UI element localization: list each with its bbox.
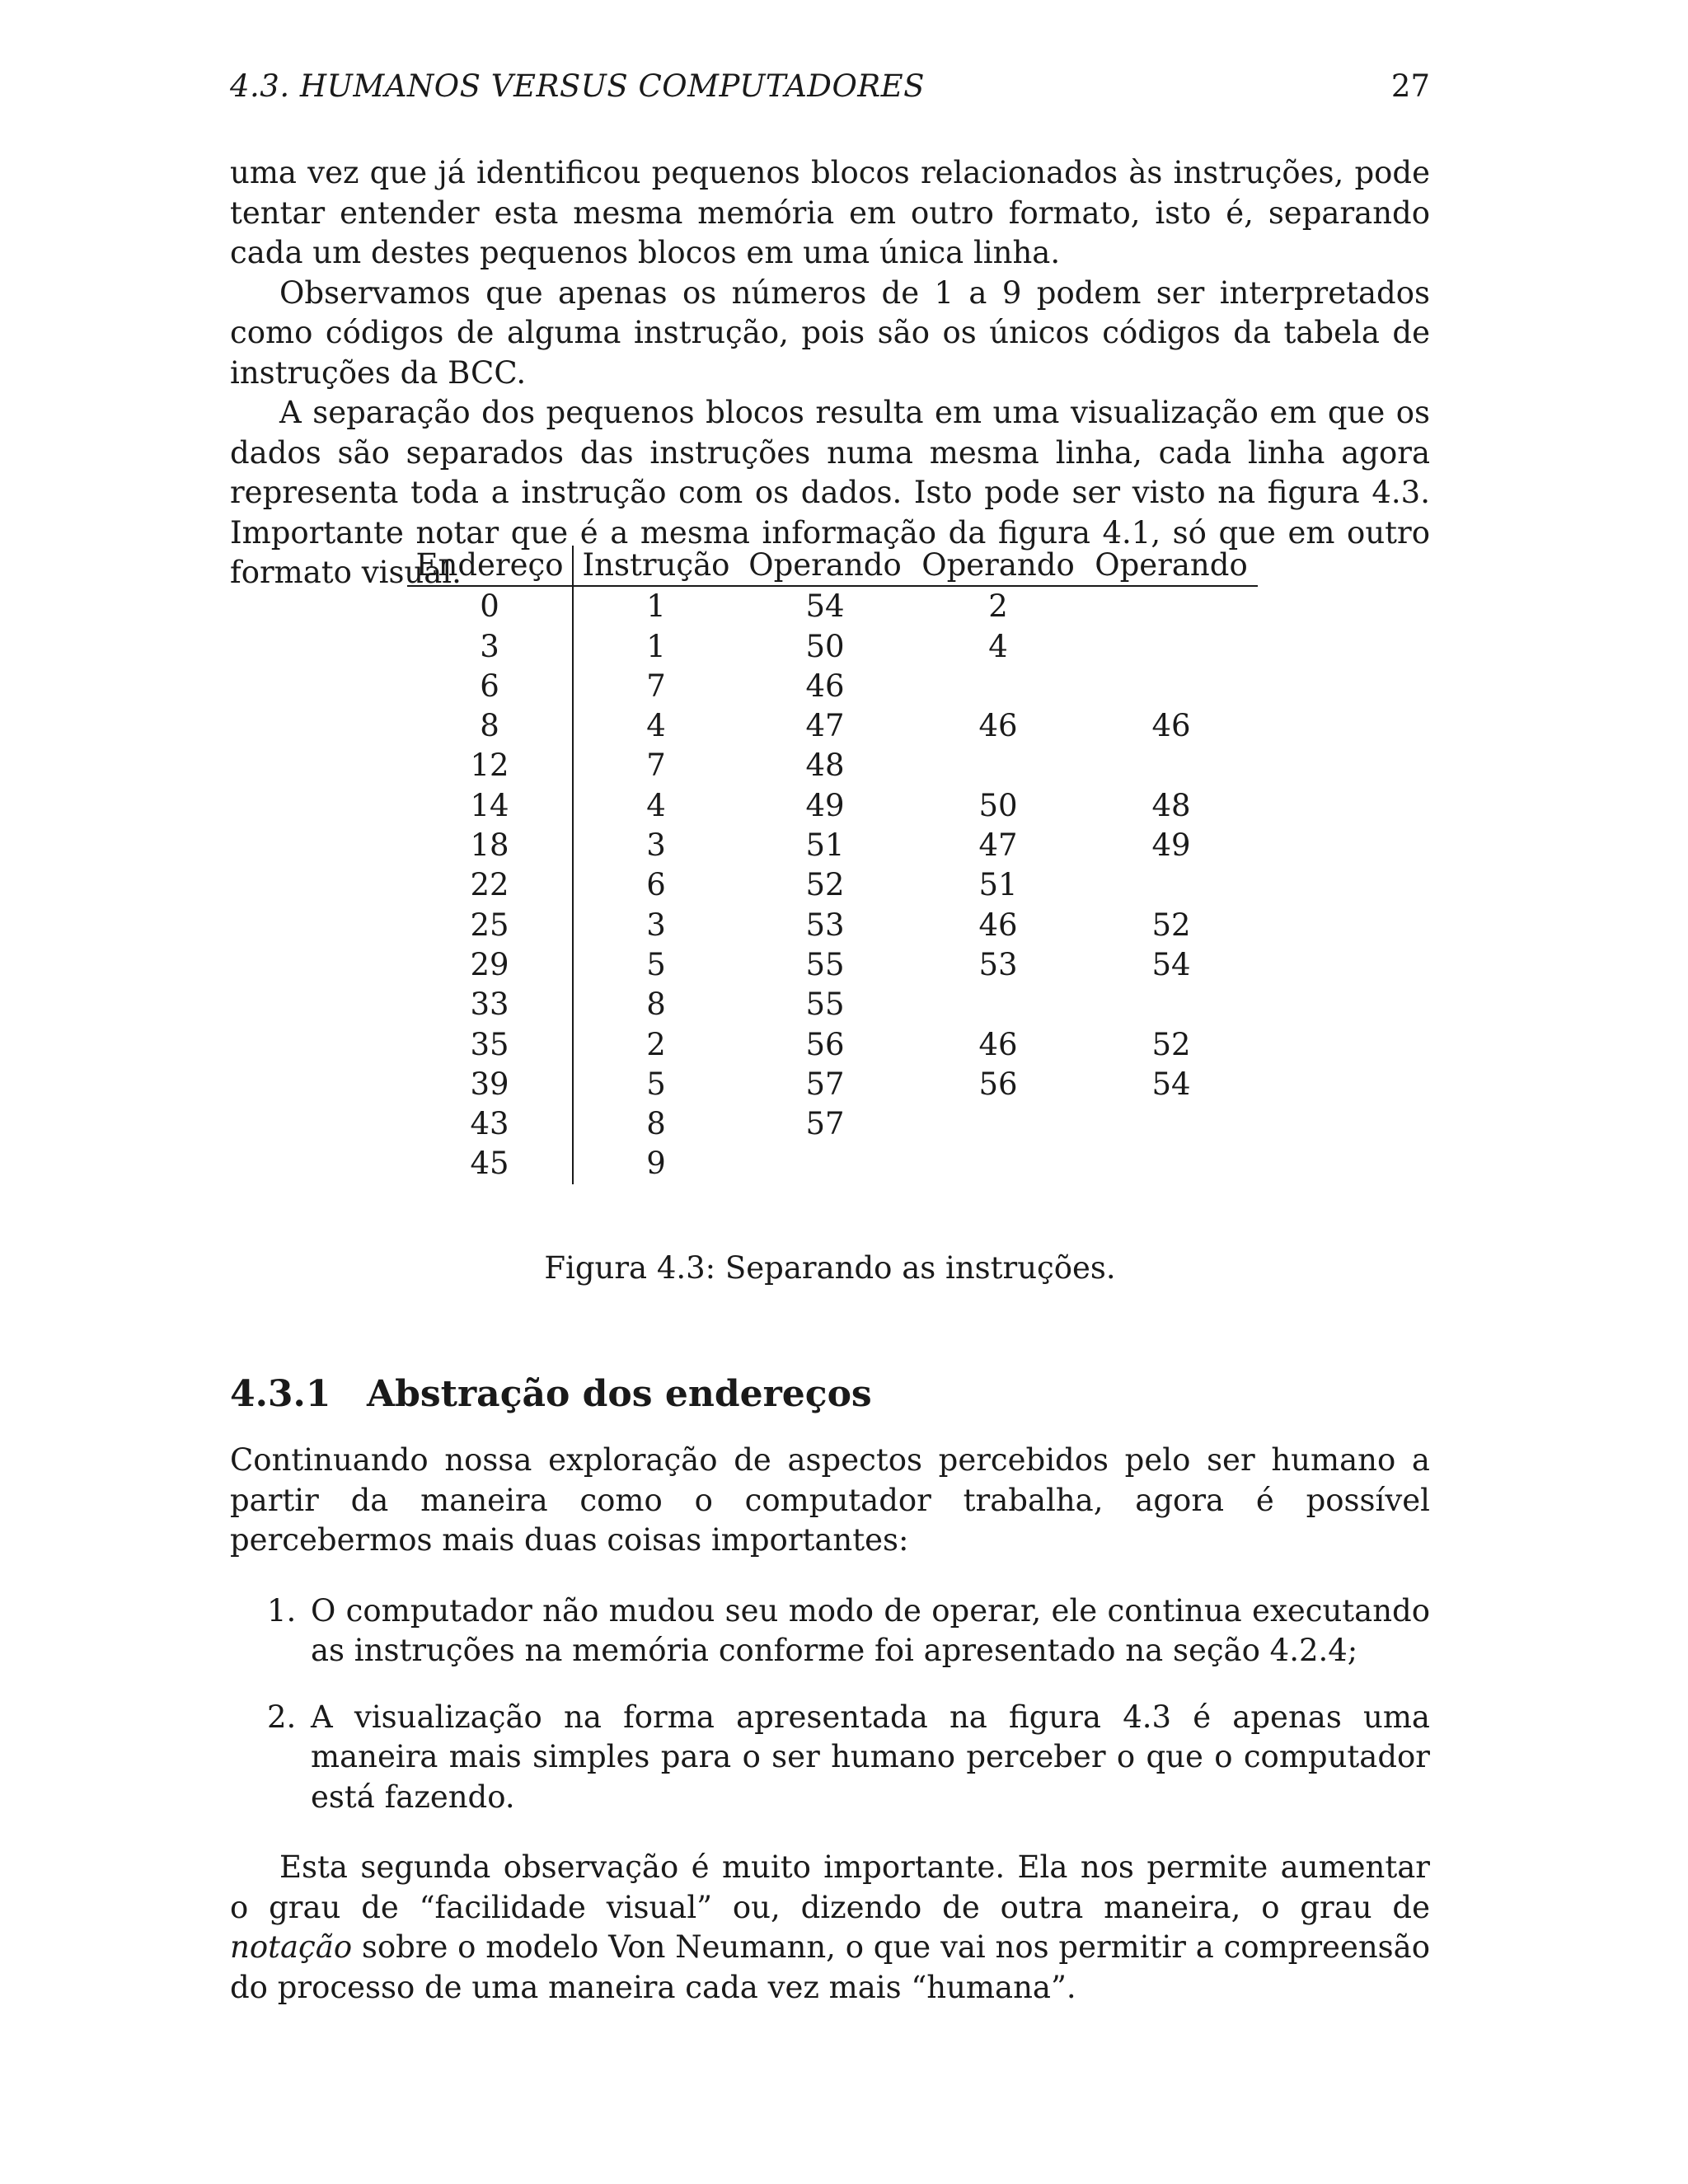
header-operando-2: Operando	[912, 546, 1085, 586]
cell-endereco: 33	[407, 985, 573, 1024]
cell-operando: 54	[1151, 946, 1191, 982]
cell-operando	[1085, 865, 1258, 905]
list-item	[230, 1591, 1430, 1671]
cell-instrucao: 8	[646, 1106, 666, 1142]
header-instrucao: Instrução	[573, 546, 738, 586]
cell-endereco: 6	[407, 667, 573, 706]
cell-operando: 4	[988, 628, 1008, 664]
cell-endereco: 8	[407, 706, 573, 746]
table-row	[407, 667, 1258, 706]
cell-operando: 57	[805, 1106, 845, 1142]
cell-endereco: 25	[407, 906, 573, 945]
cell-endereco: 22	[407, 865, 573, 905]
cell-instrucao: 8	[646, 987, 666, 1023]
cell-instrucao: 4	[646, 708, 666, 744]
cell-operando: 53	[978, 946, 1018, 982]
cell-instrucao: 9	[646, 1146, 666, 1182]
table-row	[407, 985, 1258, 1024]
table-row	[407, 1144, 1258, 1183]
cell-operando: 46	[978, 708, 1018, 744]
cell-operando	[1085, 985, 1258, 1024]
cell-operando	[912, 1144, 1085, 1183]
list-item	[230, 1698, 1430, 1818]
closing-emphasis: notação	[230, 1929, 353, 1965]
table-body	[407, 586, 1258, 1183]
cell-endereco: 3	[407, 627, 573, 667]
table-row	[407, 746, 1258, 785]
cell-operando: 46	[978, 1026, 1018, 1062]
enumerated-list	[230, 1591, 1430, 1818]
table-row	[407, 1025, 1258, 1065]
cell-instrucao: 4	[646, 787, 666, 823]
paragraph-1: uma vez que já identificou pequenos blocos relacionados às instruções, pode tentar entender esta mesma memória em outro formato, isto é, separando cada um destes pequenos blocos em uma única linha.	[230, 155, 1430, 270]
cell-instrucao: 7	[646, 748, 666, 784]
cell-instrucao: 6	[646, 867, 666, 903]
cell-operando: 57	[805, 1066, 845, 1102]
cell-operando	[738, 1144, 912, 1183]
table-row	[407, 1104, 1258, 1144]
cell-operando: 56	[978, 1066, 1018, 1102]
running-head-title: 4.3. HUMANOS VERSUS COMPUTADORES	[230, 68, 926, 104]
cell-operando: 49	[1151, 827, 1191, 864]
closing-paragraph	[230, 1848, 1430, 2008]
cell-operando: 52	[1151, 907, 1191, 943]
running-head	[230, 66, 1430, 107]
cell-operando: 56	[805, 1026, 845, 1062]
paragraph-2: Observamos que apenas os números de 1 a 9 podem ser interpretados como códigos de alguma instrução, pois são os únicos códigos da tabela de instruções da BCC.	[230, 274, 1430, 391]
table-row	[407, 945, 1258, 985]
section-number: 4.3.1	[230, 1373, 331, 1415]
closing-text-start: Esta segunda observação é muito importante. Ela nos permite aumentar o grau de “facilidade visual” ou, dizendo de outra maneira, o grau de	[230, 1849, 1430, 1925]
cell-instrucao: 5	[646, 946, 666, 982]
table-row	[407, 865, 1258, 905]
list-item-number: 2.	[267, 1699, 297, 1735]
cell-operando	[1085, 586, 1258, 626]
cell-operando: 54	[1151, 1066, 1191, 1102]
table-header-row	[407, 546, 1258, 586]
cell-operando: 52	[805, 867, 845, 903]
cell-instrucao: 5	[646, 1066, 666, 1102]
cell-instrucao: 2	[646, 1026, 666, 1062]
cell-operando	[912, 985, 1085, 1024]
cell-endereco: 45	[407, 1144, 573, 1183]
table-row	[407, 1065, 1258, 1104]
header-endereco: Endereço	[407, 546, 573, 586]
closing-text-end: sobre o modelo Von Neumann, o que vai nos permitir a compreensão do processo de uma maneira cada vez mais “humana”.	[230, 1929, 1430, 2005]
cell-instrucao: 7	[646, 668, 666, 704]
cell-instrucao: 1	[646, 628, 666, 664]
header-operando-3: Operando	[1085, 546, 1258, 586]
cell-operando: 55	[805, 987, 845, 1023]
cell-instrucao: 3	[646, 827, 666, 864]
cell-endereco: 18	[407, 826, 573, 865]
cell-operando: 48	[805, 748, 845, 784]
cell-operando: 47	[978, 827, 1018, 864]
cell-operando: 47	[805, 708, 845, 744]
cell-operando: 2	[988, 588, 1008, 625]
cell-operando: 48	[1151, 787, 1191, 823]
paragraph-3: A separação dos pequenos blocos resulta em uma visualização em que os dados são separados das instruções numa mesma linha, cada linha agora representa toda a instrução com os dados. Isto pode ser visto na figura 4.3. Importante notar que é a mesma informação da figura 4.1, só que em outro formato visual.	[230, 395, 1430, 590]
table-row	[407, 906, 1258, 945]
cell-endereco: 14	[407, 786, 573, 826]
header-operando-1: Operando	[738, 546, 912, 586]
cell-operando	[1085, 667, 1258, 706]
cell-endereco: 43	[407, 1104, 573, 1144]
instruction-table	[407, 546, 1258, 1184]
cell-operando	[1085, 1144, 1258, 1183]
cell-operando: 46	[805, 668, 845, 704]
cell-operando: 50	[805, 628, 845, 664]
cell-operando: 53	[805, 907, 845, 943]
figure-caption: Figura 4.3: Separando as instruções.	[544, 1250, 1116, 1286]
cell-operando: 54	[805, 588, 845, 625]
section-intro: Continuando nossa exploração de aspectos percebidos pelo ser humano a partir da maneira como o computador trabalha, agora é possível percebermos mais duas coisas importantes:	[230, 1442, 1430, 1558]
cell-instrucao: 1	[646, 588, 666, 625]
list-item-number: 1.	[267, 1592, 297, 1629]
section-title: Abstração dos endereços	[367, 1373, 872, 1415]
cell-operando	[1085, 746, 1258, 785]
cell-operando: 52	[1151, 1026, 1191, 1062]
section-heading	[230, 1370, 872, 1419]
section-body	[230, 1441, 1430, 2008]
cell-operando: 51	[805, 827, 845, 864]
cell-endereco: 0	[407, 586, 573, 626]
page-number: 27	[1390, 68, 1430, 104]
cell-operando	[912, 667, 1085, 706]
table-row	[407, 627, 1258, 667]
cell-endereco: 12	[407, 746, 573, 785]
cell-operando: 46	[978, 907, 1018, 943]
cell-endereco: 29	[407, 945, 573, 985]
list-item-text: O computador não mudou seu modo de operar, ele continua executando as instruções na memória conforme foi apresentado na seção 4.2.4;	[311, 1592, 1430, 1668]
body-text	[230, 153, 1430, 593]
cell-operando: 51	[978, 867, 1018, 903]
table-row	[407, 826, 1258, 865]
cell-operando: 50	[978, 787, 1018, 823]
cell-operando	[912, 1104, 1085, 1144]
cell-endereco: 39	[407, 1065, 573, 1104]
cell-operando	[1085, 1104, 1258, 1144]
cell-operando	[912, 746, 1085, 785]
cell-operando	[1085, 627, 1258, 667]
table-row	[407, 786, 1258, 826]
cell-instrucao: 3	[646, 907, 666, 943]
table-row	[407, 586, 1258, 626]
cell-endereco: 35	[407, 1025, 573, 1065]
cell-operando: 55	[805, 946, 845, 982]
table-row	[407, 706, 1258, 746]
cell-operando: 49	[805, 787, 845, 823]
list-item-text: A visualização na forma apresentada na figura 4.3 é apenas uma maneira mais simples para o ser humano perceber o que o computador está fazendo.	[311, 1699, 1430, 1815]
cell-operando: 46	[1151, 708, 1191, 744]
